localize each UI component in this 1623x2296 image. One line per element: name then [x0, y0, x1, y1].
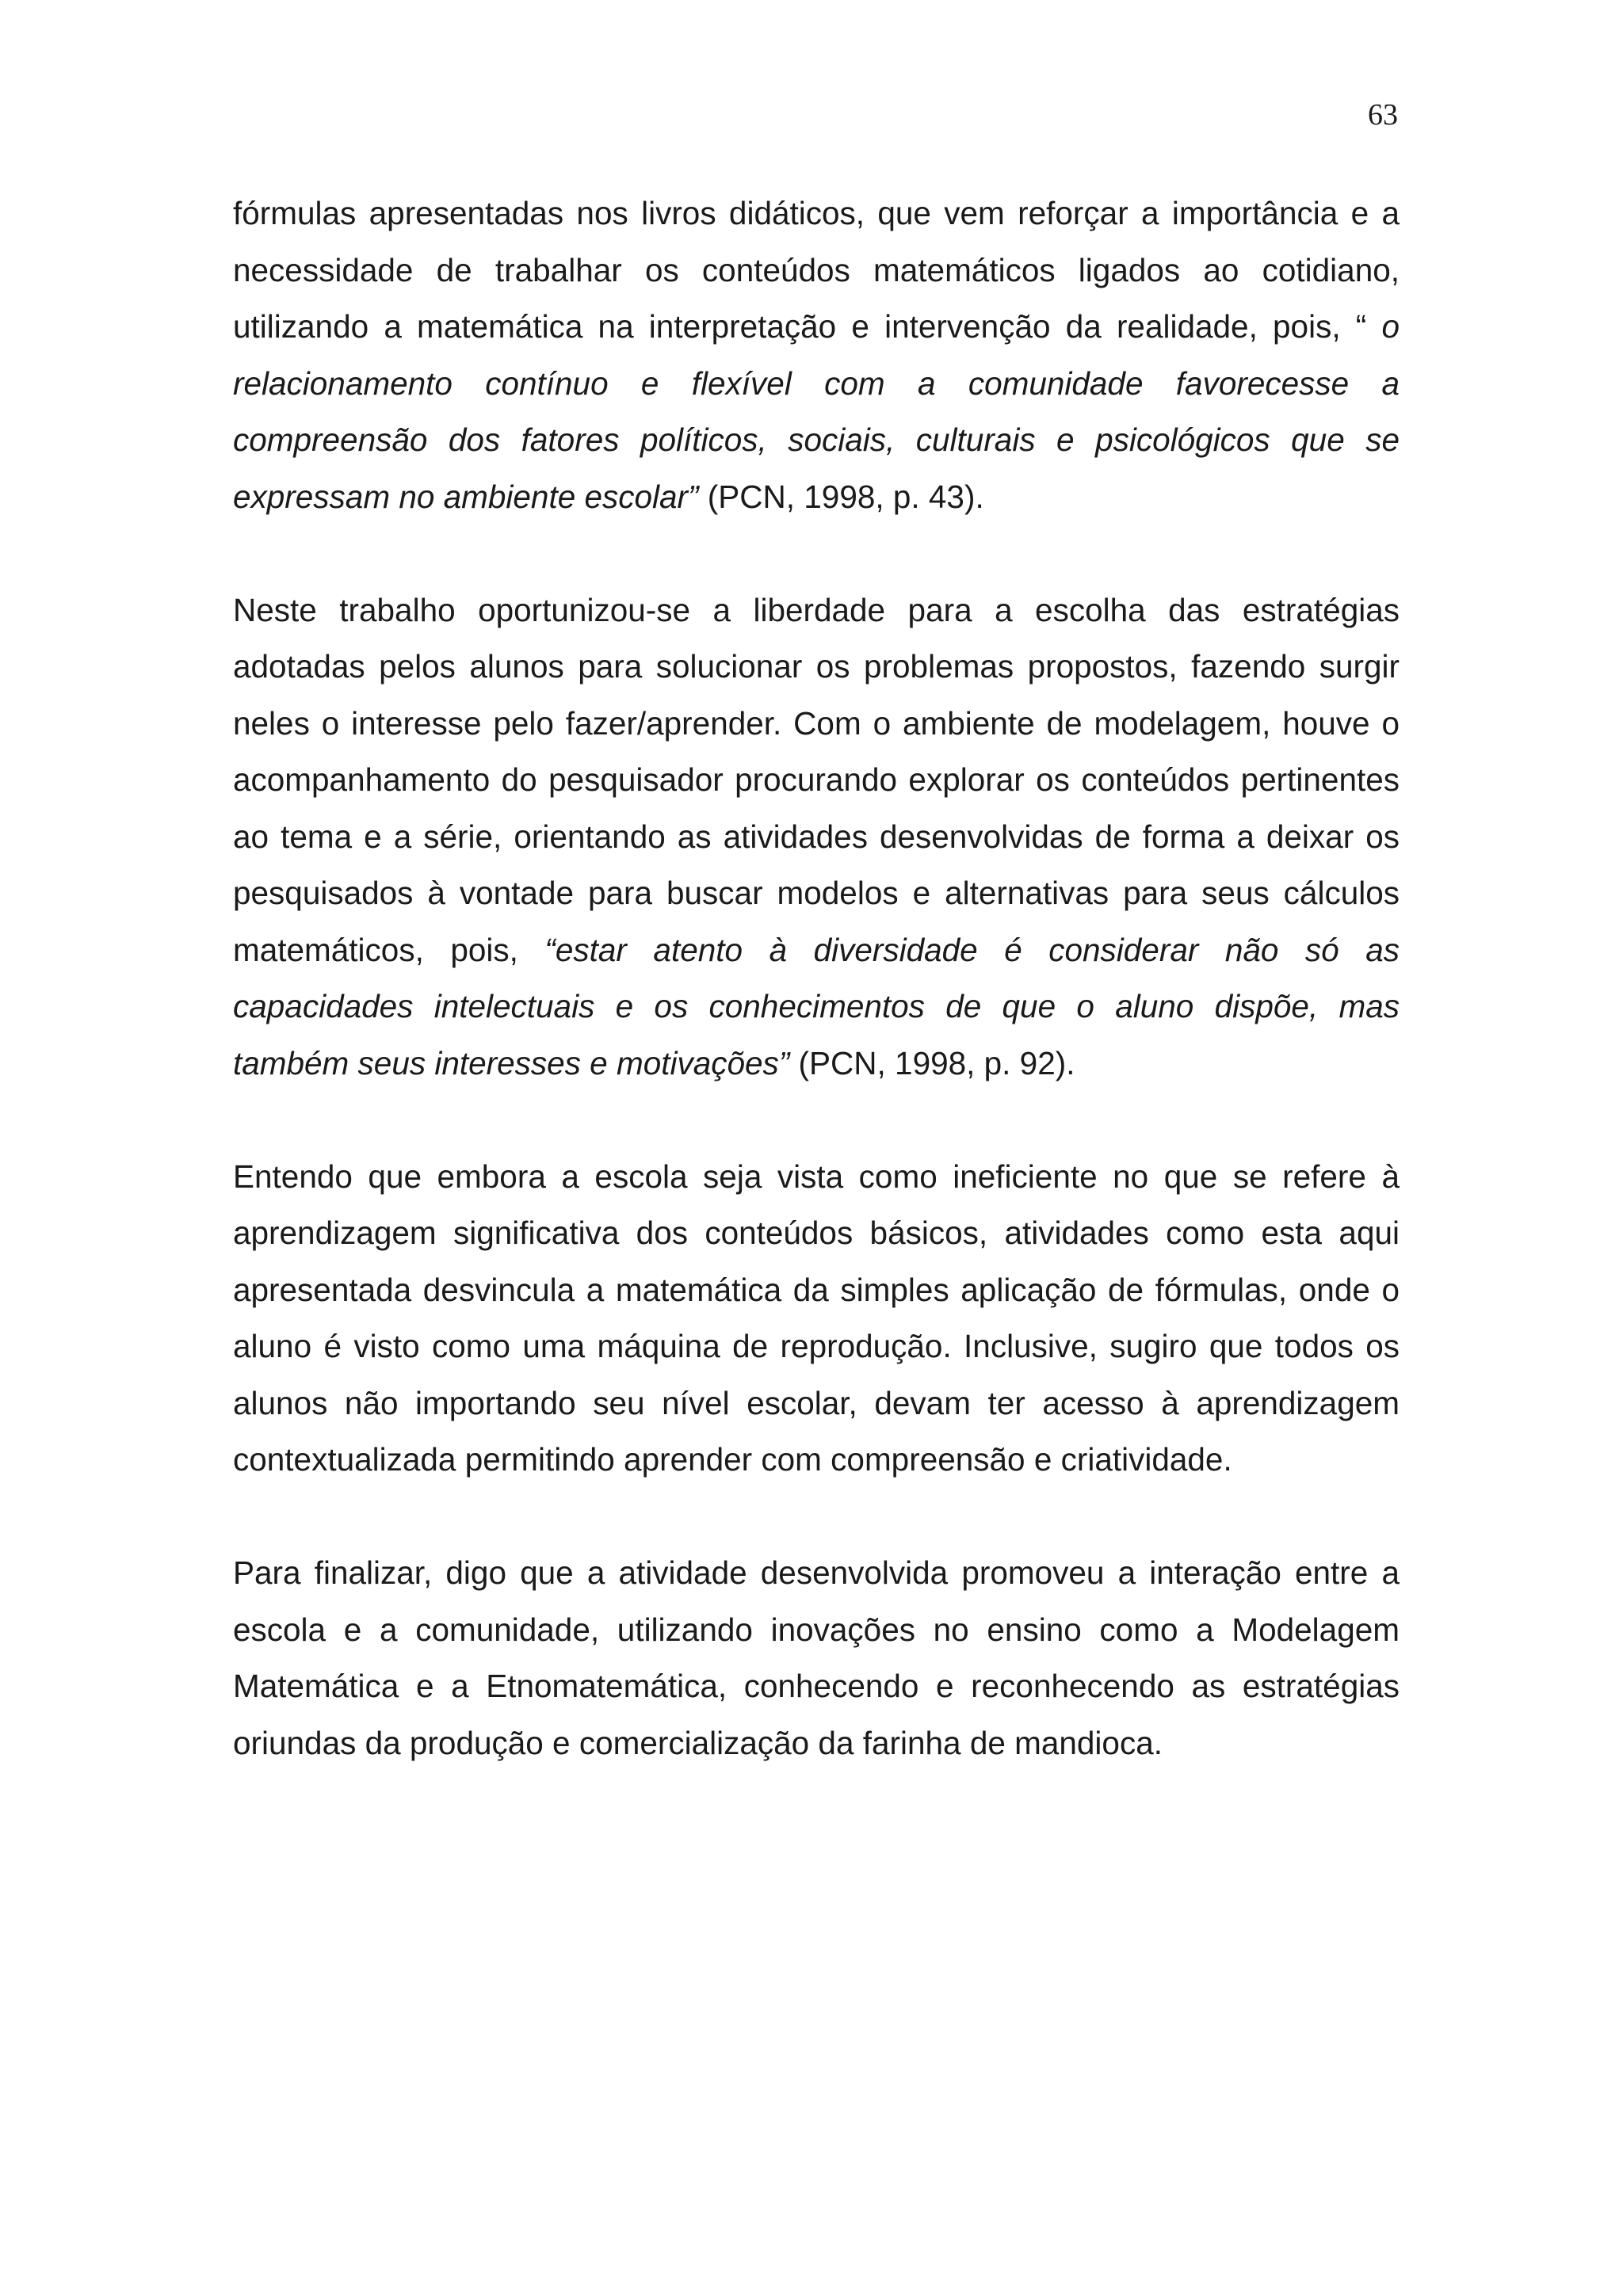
- paragraph-1-citation: (PCN, 1998, p. 43).: [698, 478, 984, 515]
- paragraph-2-quote: “estar atento à diversidade é considerar não só as capacidades intelectuais e os conhecimentos de que o aluno dispõe, mas também seus interesses e motivações”: [233, 931, 1400, 1081]
- paragraph-2: [233, 582, 1400, 1093]
- paragraph-3: Entendo que embora a escola seja vista como ineficiente no que se refere à aprendizagem significativa dos conteúdos básicos, atividades como esta aqui apresentada desvincula a matemática da simples aplicação de fórmulas, onde o aluno é visto como uma máquina de reprodução. Inclusive, sugiro que todos os alunos não importando seu nível escolar, devam ter acesso à aprendizagem contextualizada permitindo aprender com compreensão e criatividade.: [233, 1158, 1400, 1478]
- paragraph-1: [233, 185, 1400, 525]
- page-number: 63: [1368, 98, 1398, 132]
- paragraph-2-citation: (PCN, 1998, p. 92).: [789, 1044, 1075, 1081]
- paragraph-1-text: fórmulas apresentadas nos livros didáticos, que vem reforçar a importância e a necessidade de trabalhar os conteúdos matemáticos ligados ao cotidiano, utilizando a matemática na interpretação e intervenção da realidade, pois, “: [233, 195, 1400, 345]
- paragraph-2-text: Neste trabalho oportunizou-se a liberdade para a escolha das estratégias adotadas pelos alunos para solucionar os problemas propostos, fazendo surgir neles o interesse pelo fazer/aprender. Com o ambiente de modelagem, houve o acompanhamento do pesquisador procurando explorar os conteúdos pertinentes ao tema e a série, orientando as atividades desenvolvidas de forma a deixar os pesquisados à vontade para buscar modelos e alternativas para seus cálculos matemáticos, pois,: [233, 591, 1400, 968]
- document-body: [233, 185, 1400, 1772]
- paragraph-4: Para finalizar, digo que a atividade desenvolvida promoveu a interação entre a escola e a comunidade, utilizando inovações no ensino como a Modelagem Matemática e a Etnomatemática, conhecendo e reconhecendo as estratégias oriundas da produção e comercialização da farinha de mandioca.: [233, 1554, 1400, 1761]
- paragraph-1-quote: o relacionamento contínuo e flexível com a comunidade favorecesse a compreensão dos fatores políticos, sociais, culturais e psicológicos que se expressam no ambiente escolar”: [233, 308, 1400, 515]
